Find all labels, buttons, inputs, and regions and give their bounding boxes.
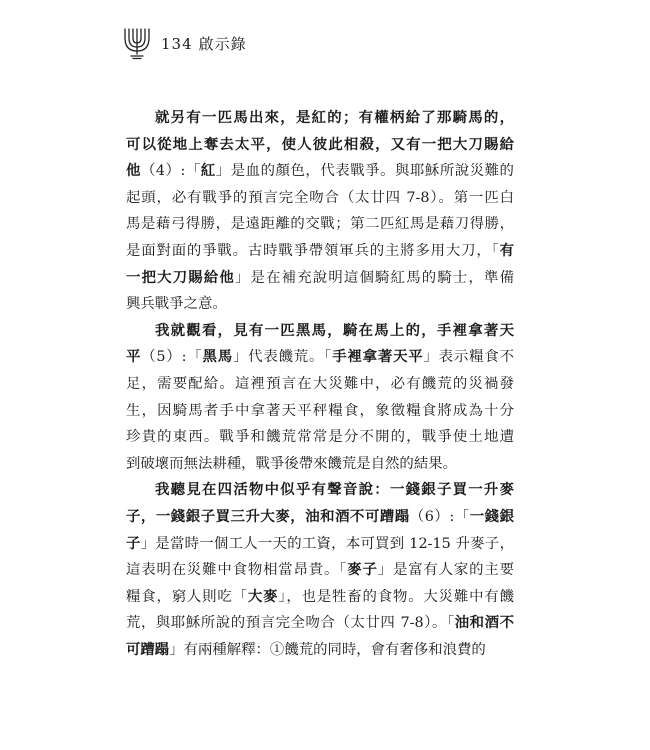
- commentary-text: 」，也是牲畜的食物。大災難中有饑: [278, 588, 514, 605]
- book-title: 啟示錄: [198, 34, 247, 53]
- commentary-text: 」是血的顏色，代表戰爭。與耶穌所說災難的: [215, 163, 514, 180]
- text-line: [126, 451, 514, 478]
- text-line: [126, 185, 514, 212]
- text-line: [126, 557, 514, 584]
- scripture-quote: 黑馬: [202, 348, 233, 366]
- scripture-quote: 油和酒不: [454, 614, 514, 632]
- scripture-quote: 一錢銀: [469, 507, 514, 525]
- commentary-text: 」表示糧食不: [423, 349, 514, 366]
- scripture-quote: 我就觀看，見有一匹黑馬，騎在馬上的，手裡拿著天: [155, 321, 514, 339]
- text-line: [126, 211, 514, 238]
- text-line: [126, 344, 514, 371]
- text-line: [126, 477, 514, 504]
- scripture-quote: 大麥: [247, 587, 279, 605]
- commentary-text: 足，需要配給。這裡預言在大災難中，必有饑荒的災禍發: [126, 375, 514, 392]
- scripture-quote: 子: [126, 534, 141, 552]
- paragraph: [126, 105, 514, 318]
- text-line: [126, 291, 514, 318]
- text-line: [126, 371, 514, 398]
- running-head: [161, 33, 247, 54]
- commentary-text: （6）:「: [409, 508, 470, 525]
- scripture-quote: 平: [126, 348, 142, 366]
- commentary-text: 糧食，窮人則吃「: [126, 588, 248, 605]
- commentary-text: 馬是藉弓得勝，是遠距離的交戰；第二匹紅馬是藉刀得勝，: [126, 216, 514, 233]
- scripture-quote: 可以從地上奪去太平，使人彼此相殺，又有一把大刀賜給: [126, 135, 514, 153]
- text-line: [126, 610, 514, 637]
- commentary-text: （5）:「: [141, 349, 203, 366]
- scripture-quote: 一把大刀賜給他: [126, 268, 235, 286]
- commentary-text: 起頭，必有戰爭的預言完全吻合（太廿四 7-8）。第一匹白: [126, 189, 514, 206]
- text-line: [126, 265, 514, 292]
- commentary-text: 珍貴的東西。戰爭和饑荒常常是分不開的，戰爭使土地遭: [126, 429, 514, 446]
- text-line: [126, 238, 514, 265]
- text-line: [126, 318, 514, 345]
- commentary-text: 到破壞而無法耕種，戰爭後帶來饑荒是自然的結果。: [126, 455, 457, 472]
- text-line: [126, 105, 514, 132]
- scripture-quote: 就另有一匹馬出來，是紅的；有權柄給了那騎馬的，: [155, 109, 514, 126]
- text-line: [126, 424, 514, 451]
- text-line: [126, 158, 514, 185]
- text-line: [126, 584, 514, 611]
- commentary-text: 荒，與耶穌所說的預言完全吻合（太廿四 7-8）。「: [126, 615, 455, 632]
- scripture-quote: 可蹧蹋: [126, 640, 170, 658]
- scripture-quote: 他: [126, 162, 141, 180]
- commentary-text: 這表明在災難中食物相當昂貴。「: [126, 562, 348, 579]
- body-text: [126, 105, 514, 663]
- text-line: [126, 398, 514, 425]
- commentary-text: 興兵戰爭之意。: [126, 296, 227, 313]
- commentary-text: 」有兩種解釋：①饑荒的同時，會有奢侈和浪費的: [169, 641, 486, 658]
- commentary-text: 生，因騎馬者手中拿著天平秤糧食，象徵糧食將成為十分: [126, 402, 514, 419]
- scripture-quote: 麥子: [347, 561, 378, 579]
- text-line: [126, 637, 514, 664]
- menorah-icon: [123, 26, 151, 60]
- commentary-text: （4）:「: [140, 163, 201, 180]
- paragraph: [126, 318, 514, 478]
- scripture-quote: 紅: [200, 162, 216, 180]
- scripture-quote: 有: [499, 241, 514, 259]
- page-number: 134: [161, 34, 193, 53]
- commentary-text: 」是富有人家的主要: [377, 562, 514, 579]
- commentary-text: 是面對面的爭戰。古時戰爭帶領軍兵的主將多用大刀，「: [126, 242, 500, 259]
- text-line: [126, 132, 514, 159]
- commentary-text: 」代表饑荒。「: [232, 349, 333, 366]
- page-header: [123, 26, 247, 60]
- scripture-quote: 子，一錢銀子買三升大麥，油和酒不可蹧蹋: [126, 507, 410, 525]
- paragraph: [126, 477, 514, 663]
- scripture-quote: 手裡拿著天平: [332, 348, 424, 366]
- text-line: [126, 531, 514, 558]
- text-line: [126, 504, 514, 531]
- commentary-text: 」是在補充說明這個騎紅馬的騎士，準備: [234, 269, 514, 286]
- commentary-text: 」是當時一個工人一天的工資，本可買到 12-15 升麥子，: [140, 535, 514, 552]
- scripture-quote: 我聽見在四活物中似乎有聲音說：一錢銀子買一升麥: [155, 481, 514, 499]
